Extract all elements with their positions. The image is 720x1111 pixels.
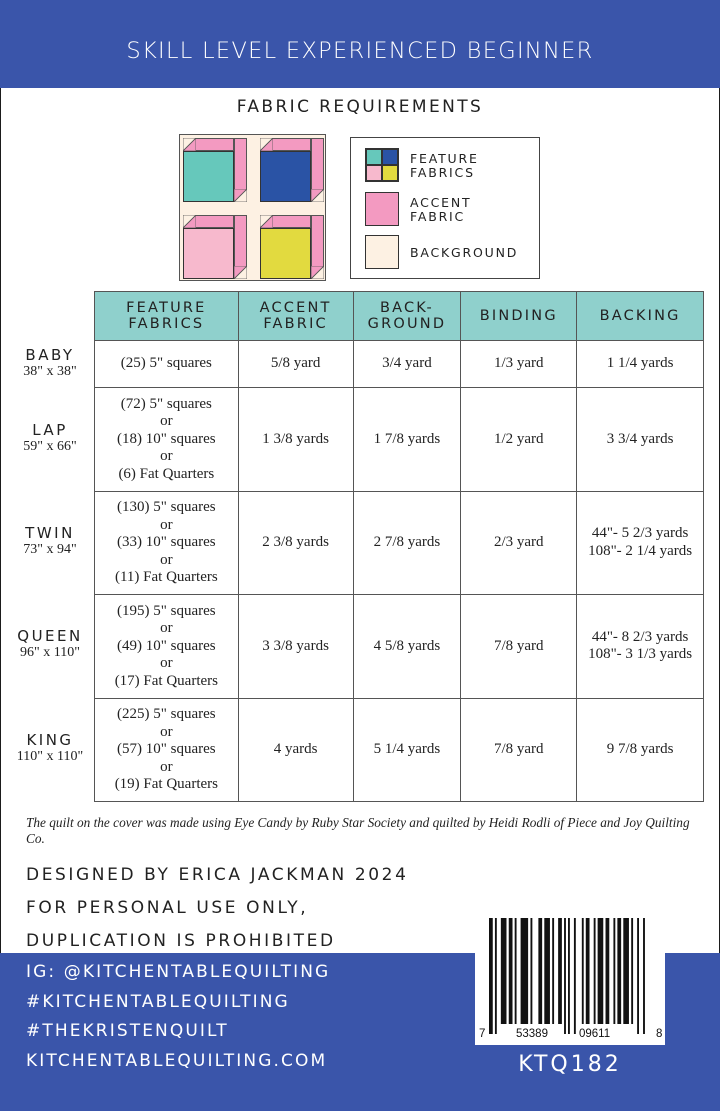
fabric-requirements-heading: FABRIC REQUIREMENTS bbox=[236, 97, 484, 117]
cell-background: 4 5/8 yards bbox=[353, 595, 461, 699]
size-label-baby: BABY 38" x 38" bbox=[23, 346, 77, 379]
fabric-requirements-table bbox=[94, 291, 704, 802]
cell-feature: (25) 5" squares bbox=[95, 341, 239, 388]
cell-backing: 44"- 8 2/3 yards 108"- 3 1/3 yards bbox=[577, 595, 704, 699]
quilt-block bbox=[260, 215, 324, 279]
cell-feature: (72) 5" squares or (18) 10" squares or (6) Fat Quarters bbox=[95, 388, 239, 492]
cell-binding: 1/2 yard bbox=[461, 388, 577, 492]
corner-triangle-icon bbox=[311, 189, 324, 202]
quilt-block bbox=[183, 215, 247, 279]
column-header-feature-fabrics: FEATURE FABRICS bbox=[95, 292, 239, 341]
table-header-row bbox=[95, 292, 704, 341]
cell-feature: (130) 5" squares or (33) 10" squares or (11) Fat Quarters bbox=[95, 491, 239, 595]
usage-line: FOR PERSONAL USE ONLY, bbox=[26, 898, 309, 918]
feature-square bbox=[260, 228, 311, 279]
fabric-legend bbox=[350, 137, 540, 279]
quilt-block bbox=[260, 138, 324, 202]
column-header-binding: BINDING bbox=[461, 292, 577, 341]
accent-fabric-swatch bbox=[365, 192, 399, 226]
corner-triangle-icon bbox=[260, 215, 273, 228]
corner-triangle-icon bbox=[183, 215, 196, 228]
feature-fabrics-swatch bbox=[365, 148, 399, 182]
social-links bbox=[26, 958, 330, 1076]
cell-binding: 7/8 yard bbox=[461, 595, 577, 699]
table-row-lap bbox=[95, 388, 704, 492]
cell-backing: 1 1/4 yards bbox=[577, 341, 704, 388]
corner-triangle-icon bbox=[311, 266, 324, 279]
legend-label: BACKGROUND bbox=[410, 245, 519, 260]
feature-square bbox=[260, 151, 311, 202]
cell-background: 2 7/8 yards bbox=[353, 491, 461, 595]
column-header-background: BACK- GROUND bbox=[353, 292, 461, 341]
column-header-backing: BACKING bbox=[577, 292, 704, 341]
designer-line: DESIGNED BY ERICA JACKMAN 2024 bbox=[26, 865, 409, 885]
cell-background: 3/4 yard bbox=[353, 341, 461, 388]
corner-triangle-icon bbox=[234, 266, 247, 279]
product-sku: KTQ182 bbox=[518, 1052, 622, 1077]
size-label-queen: QUEEN 96" x 110" bbox=[17, 627, 83, 660]
designer-notice bbox=[26, 859, 409, 958]
quilt-block bbox=[183, 138, 247, 202]
cell-binding: 7/8 yard bbox=[461, 698, 577, 802]
size-label-twin: TWIN 73" x 94" bbox=[23, 524, 77, 557]
corner-triangle-icon bbox=[183, 138, 196, 151]
barcode-bars-icon bbox=[489, 918, 647, 1034]
cell-accent: 5/8 yard bbox=[238, 341, 353, 388]
instagram-handle: IG: @KITCHENTABLEQUILTING bbox=[26, 962, 331, 982]
cell-accent: 2 3/8 yards bbox=[238, 491, 353, 595]
table-row-king bbox=[95, 698, 704, 802]
table-row-baby bbox=[95, 341, 704, 388]
cell-backing: 44"- 5 2/3 yards 108"- 2 1/4 yards bbox=[577, 491, 704, 595]
barcode-digits: 7 53389 09611 8 bbox=[479, 1028, 663, 1040]
cell-feature: (225) 5" squares or (57) 10" squares or (19) Fat Quarters bbox=[95, 698, 239, 802]
quilt-block-illustration bbox=[179, 134, 326, 281]
top-banner bbox=[0, 0, 720, 88]
table-row-queen bbox=[95, 595, 704, 699]
cell-backing: 3 3/4 yards bbox=[577, 388, 704, 492]
cell-accent: 1 3/8 yards bbox=[238, 388, 353, 492]
legend-label: ACCENT FABRIC bbox=[410, 195, 472, 224]
feature-square bbox=[183, 228, 234, 279]
cell-feature: (195) 5" squares or (49) 10" squares or (17) Fat Quarters bbox=[95, 595, 239, 699]
hashtag-thekristenquilt: #THEKRISTENQUILT bbox=[26, 1021, 229, 1041]
website-url: KITCHENTABLEQUILTING.COM bbox=[26, 1050, 328, 1071]
cell-binding: 1/3 yard bbox=[461, 341, 577, 388]
hashtag-kitchentablequilting: #KITCHENTABLEQUILTING bbox=[26, 991, 290, 1012]
cell-binding: 2/3 yard bbox=[461, 491, 577, 595]
size-label-king: KING 110" x 110" bbox=[16, 731, 84, 764]
barcode bbox=[475, 912, 665, 1045]
background-swatch bbox=[365, 235, 399, 269]
fabric-credit-note: The quilt on the cover was made using Eye Candy by Ruby Star Society and quilted by Heidi Rodli of Piece and Joy Quilting Co. bbox=[26, 815, 690, 846]
size-label-lap: LAP 59" x 66" bbox=[23, 421, 77, 454]
corner-triangle-icon bbox=[260, 138, 273, 151]
cell-background: 5 1/4 yards bbox=[353, 698, 461, 802]
table-row-twin bbox=[95, 491, 704, 595]
skill-level-title: SKILL LEVEL EXPERIENCED BEGINNER bbox=[126, 38, 594, 64]
cell-accent: 3 3/8 yards bbox=[238, 595, 353, 699]
corner-triangle-icon bbox=[234, 189, 247, 202]
cell-accent: 4 yards bbox=[238, 698, 353, 802]
legend-label: FEATURE FABRICS bbox=[410, 151, 479, 180]
feature-square bbox=[183, 151, 234, 202]
cell-background: 1 7/8 yards bbox=[353, 388, 461, 492]
cell-backing: 9 7/8 yards bbox=[577, 698, 704, 802]
column-header-accent-fabric: ACCENT FABRIC bbox=[238, 292, 353, 341]
duplication-line: DUPLICATION IS PROHIBITED bbox=[26, 931, 336, 951]
